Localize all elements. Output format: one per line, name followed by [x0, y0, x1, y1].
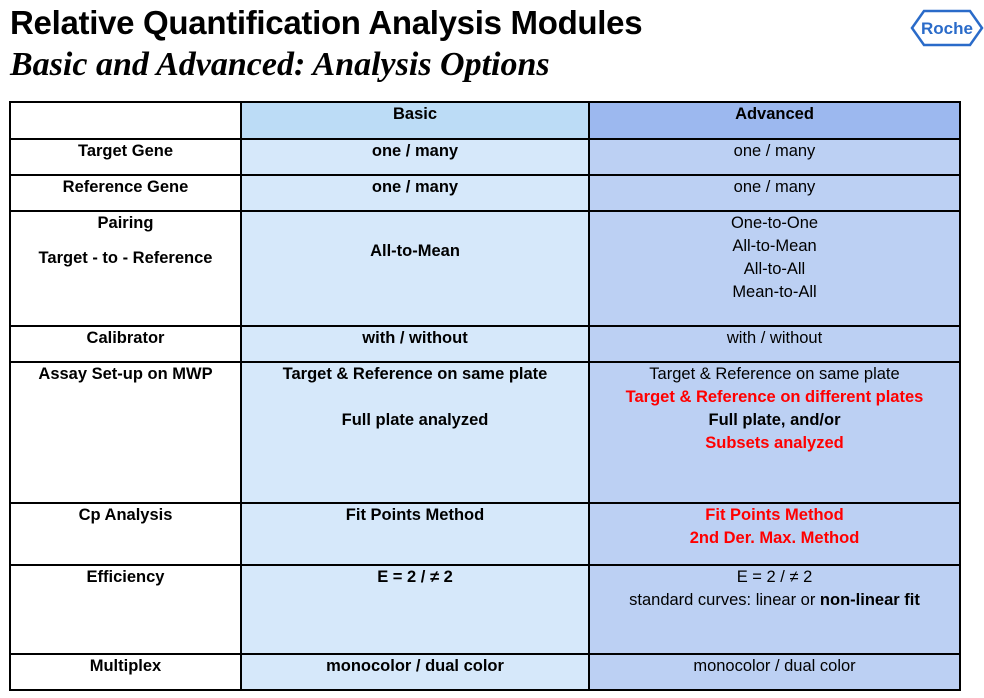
basic-cell: Fit Points Method	[241, 503, 589, 565]
table-row	[10, 654, 960, 690]
advanced-cell: monocolor / dual color	[589, 654, 960, 690]
header-empty-cell	[10, 102, 241, 139]
header-advanced: Advanced	[589, 102, 960, 139]
header-basic: Basic	[241, 102, 589, 139]
basic-cell: one / many	[241, 175, 589, 211]
row-label: Calibrator	[10, 326, 241, 362]
table-row	[10, 565, 960, 654]
page-title: Relative Quantification Analysis Modules	[10, 4, 643, 41]
advanced-cell: one / many	[589, 175, 960, 211]
row-label: Pairing Target - to - Reference	[10, 211, 241, 326]
advanced-cell: One-to-One All-to-Mean All-to-All Mean-to-All	[589, 211, 960, 326]
row-label: Efficiency	[10, 565, 241, 654]
basic-cell: Target & Reference on same plate Full plate analyzed	[241, 362, 589, 503]
row-label: Assay Set-up on MWP	[10, 362, 241, 503]
advanced-cell: E = 2 / ≠ 2 standard curves: linear or non-linear fit	[589, 565, 960, 654]
table-row	[10, 326, 960, 362]
advanced-cell: Fit Points Method 2nd Der. Max. Method	[589, 503, 960, 565]
logo-text: Roche	[921, 19, 973, 38]
table-row	[10, 175, 960, 211]
basic-cell: E = 2 / ≠ 2	[241, 565, 589, 654]
basic-cell: All-to-Mean	[241, 211, 589, 326]
basic-cell: with / without	[241, 326, 589, 362]
table-row	[10, 362, 960, 503]
page-subtitle: Basic and Advanced: Analysis Options	[10, 46, 550, 83]
row-label: Cp Analysis	[10, 503, 241, 565]
table-row	[10, 211, 960, 326]
basic-cell: one / many	[241, 139, 589, 175]
row-label: Reference Gene	[10, 175, 241, 211]
comparison-table	[9, 101, 961, 691]
advanced-cell: with / without	[589, 326, 960, 362]
advanced-cell: one / many	[589, 139, 960, 175]
row-label: Multiplex	[10, 654, 241, 690]
table-header-row	[10, 102, 960, 139]
roche-logo	[910, 8, 984, 48]
table-row	[10, 139, 960, 175]
basic-cell: monocolor / dual color	[241, 654, 589, 690]
row-label: Target Gene	[10, 139, 241, 175]
table-row	[10, 503, 960, 565]
advanced-cell: Target & Reference on same plate Target & Reference on different plates Full plate, and/or Subsets analyzed	[589, 362, 960, 503]
